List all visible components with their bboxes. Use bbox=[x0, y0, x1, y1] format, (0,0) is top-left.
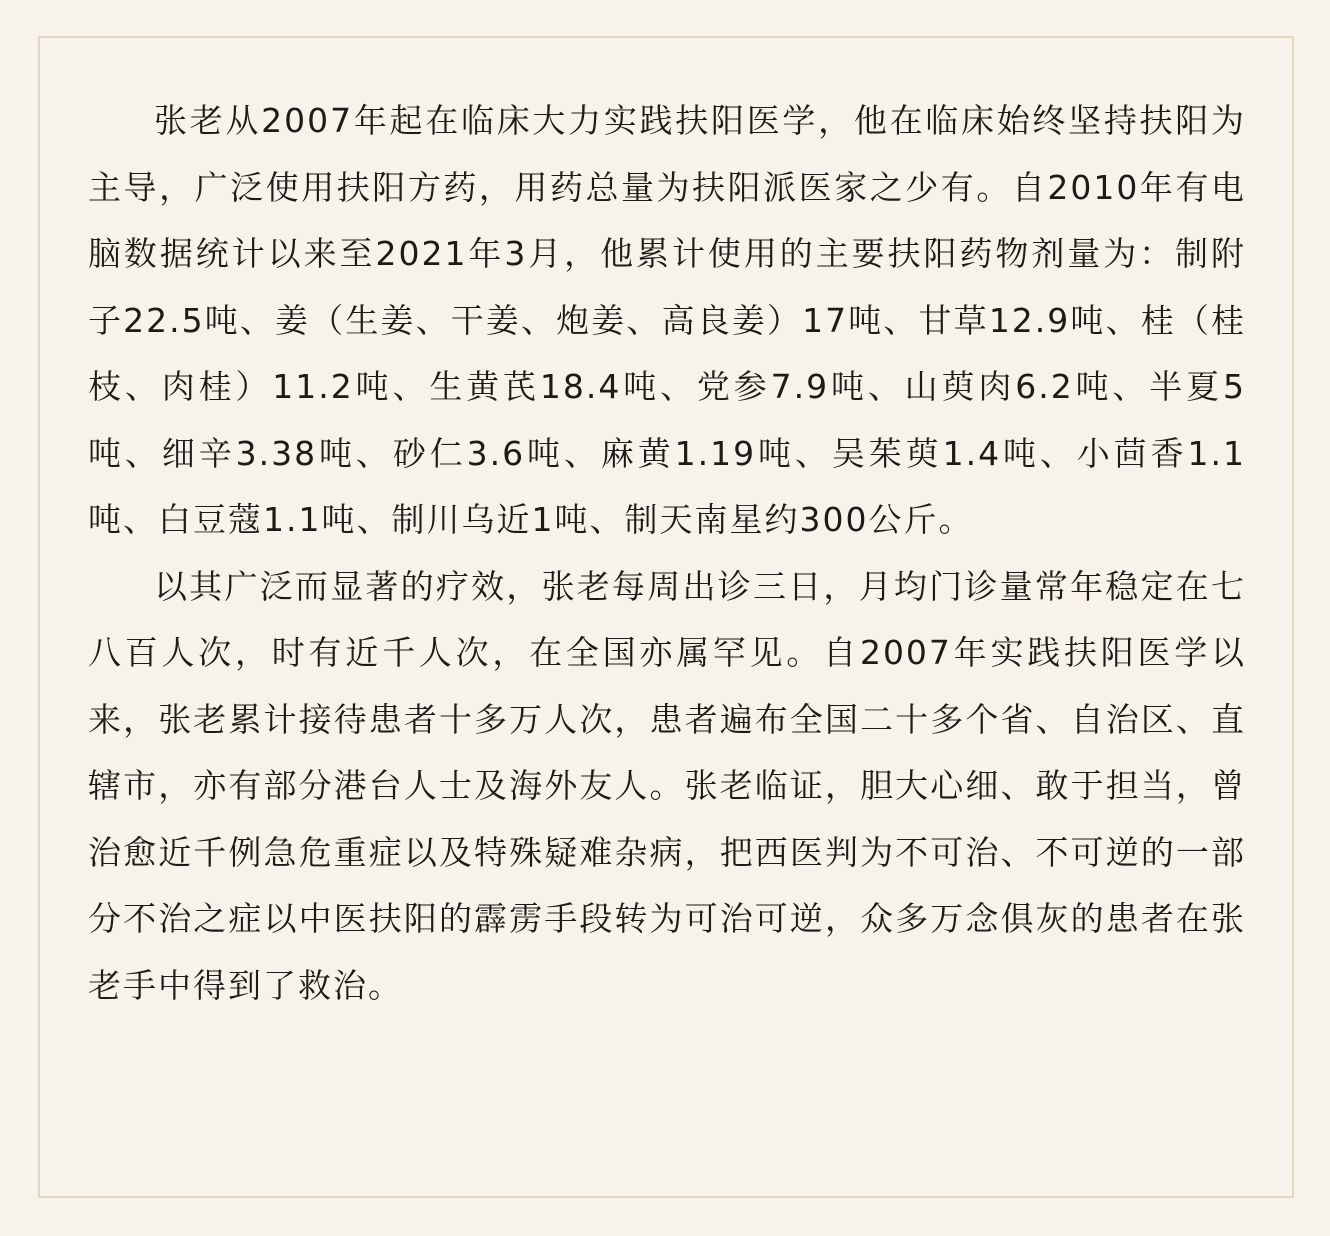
paragraph-2: 以其广泛而显著的疗效，张老每周出诊三日，月均门诊量常年稳定在七八百人次，时有近千人次，在全国亦属罕见。自2007年实践扶阳医学以来，张老累计接待患者十多万人次，患者遍布全国二十多个省、自治区、直辖市，亦有部分港台人士及海外友人。张老临证，胆大心细、敢于担当，曾治愈近千例急危重症以及特殊疑难杂病，把西医判为不可治、不可逆的一部分不治之症以中医扶阳的霹雳手段转为可治可逆，众多万念俱灰的患者在张老手中得到了救治。 bbox=[88, 566, 1246, 1005]
article-body bbox=[88, 88, 1246, 1019]
paragraph-1: 张老从2007年起在临床大力实践扶阳医学，他在临床始终坚持扶阳为主导，广泛使用扶阳方药，用药总量为扶阳派医家之少有。自2010年有电脑数据统计以来至2021年3月，他累计使用的主要扶阳药物剂量为：制附子22.5吨、姜（生姜、干姜、炮姜、高良姜）17吨、甘草12.9吨、桂（桂枝、肉桂）11.2吨、生黄芪18.4吨、党参7.9吨、山萸肉6.2吨、半夏5吨、细辛3.38吨、砂仁3.6吨、麻黄1.19吨、吴茱萸1.4吨、小茴香1.1吨、白豆蔻1.1吨、制川乌近1吨、制天南星约300公斤。 bbox=[88, 101, 1246, 539]
